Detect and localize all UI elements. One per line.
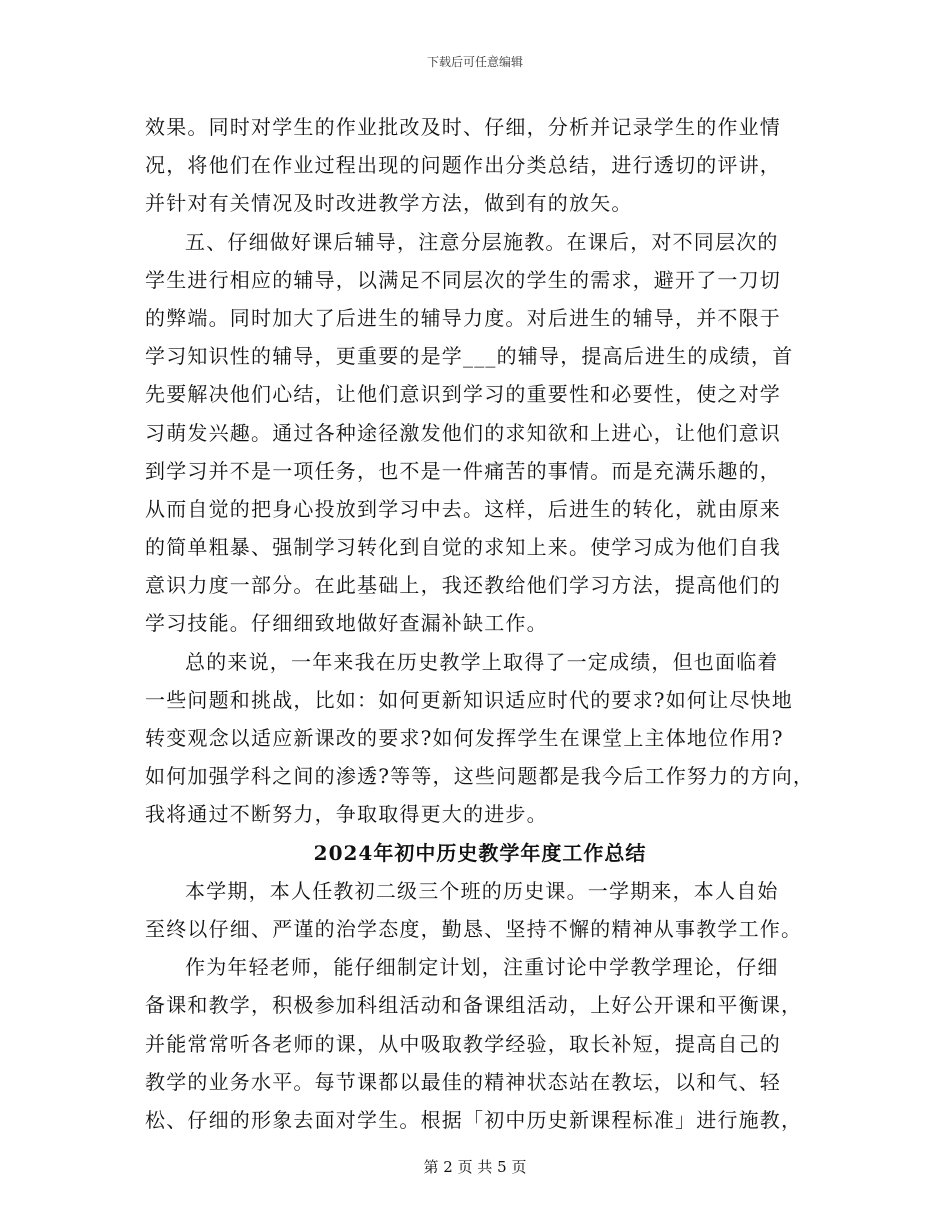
- text-line: 到学习并不是一项任务，也不是一件痛苦的事情。而是充满乐趣的，: [145, 458, 781, 483]
- paragraph-start: 本学期，本人任教初二级三个班的历史课。一学期来，本人自始: [185, 878, 779, 903]
- paragraph-start: 总的来说，一年来我在历史教学上取得了一定成绩，但也面临着: [185, 649, 779, 674]
- text-line: 一些问题和挑战，比如：如何更新知识适应时代的要求?如何让尽快地: [145, 687, 793, 712]
- text-line: 效果。同时对学生的作业批改及时、仔细，分析并记录学生的作业情: [145, 115, 781, 139]
- text-line: 转变观念以适应新课改的要求?如何发挥学生在课堂上主体地位作用?: [145, 726, 784, 750]
- paragraph-start: 五、仔细做好课后辅导，注意分层施教。在课后，对不同层次的: [185, 229, 779, 254]
- text-line: 并能常常听各老师的课，从中吸取教学经验，取长补短，提高自己的: [145, 1031, 781, 1056]
- text-line: 学习知识性的辅导，更重要的是学___的辅导，提高后进生的成绩，首: [145, 344, 794, 369]
- page-number: 第 2 页 共 5 页: [423, 1158, 527, 1176]
- text-line: 如何加强学科之间的渗透?等等，这些问题都是我今后工作努力的方向，: [145, 764, 815, 789]
- text-line: 从而自觉的把身心投放到学习中去。这样，后进生的转化，就由原来: [145, 496, 781, 521]
- page-header: 下载后可任意编辑: [426, 55, 523, 69]
- text-line: 教学的业务水平。每节课都以最佳的精神状态站在教坛，以和气、轻: [145, 1069, 781, 1094]
- paragraph-start: 作为年轻老师，能仔细制定计划，注重讨论中学教学理论，仔细: [185, 955, 779, 980]
- text-line: 备课和教学，积极参加科组活动和备课组活动，上好公开课和平衡课，: [145, 993, 803, 1018]
- text-line: 况，将他们在作业过程出现的问题作出分类总结，进行透切的评讲，: [145, 153, 781, 178]
- section-title: 2024年初中历史教学年度工作总结: [313, 840, 647, 865]
- text-line: 习萌发兴趣。通过各种途径激发他们的求知欲和上进心，让他们意识: [145, 420, 781, 445]
- text-line: 意识力度一部分。在此基础上，我还教给他们学习方法，提高他们的: [145, 573, 781, 598]
- text-line: 松、仔细的形象去面对学生。根据「初中历史新课程标准」进行施教，: [145, 1107, 803, 1132]
- text-line: 并针对有关情况及时改进教学方法，做到有的放矢。: [145, 191, 633, 216]
- text-line: 的弊端。同时加大了后进生的辅导力度。对后进生的辅导，并不限于: [145, 305, 781, 330]
- text-line: 学习技能。仔细细致地做好查漏补缺工作。: [145, 611, 548, 636]
- document-body: [145, 108, 815, 1139]
- text-line: 学生进行相应的辅导，以满足不同层次的学生的需求，避开了一刀切: [145, 267, 781, 292]
- text-line: 至终以仔细、严谨的治学态度，勤恳、坚持不懈的精神从事教学工作。: [145, 916, 803, 941]
- text-line: 先要解决他们心结，让他们意识到学习的重要性和必要性，使之对学: [145, 382, 781, 407]
- text-line: 的简单粗暴、强制学习转化到自觉的求知上来。使学习成为他们自我: [145, 535, 781, 560]
- text-line: 我将通过不断努力，争取取得更大的进步。: [145, 802, 548, 827]
